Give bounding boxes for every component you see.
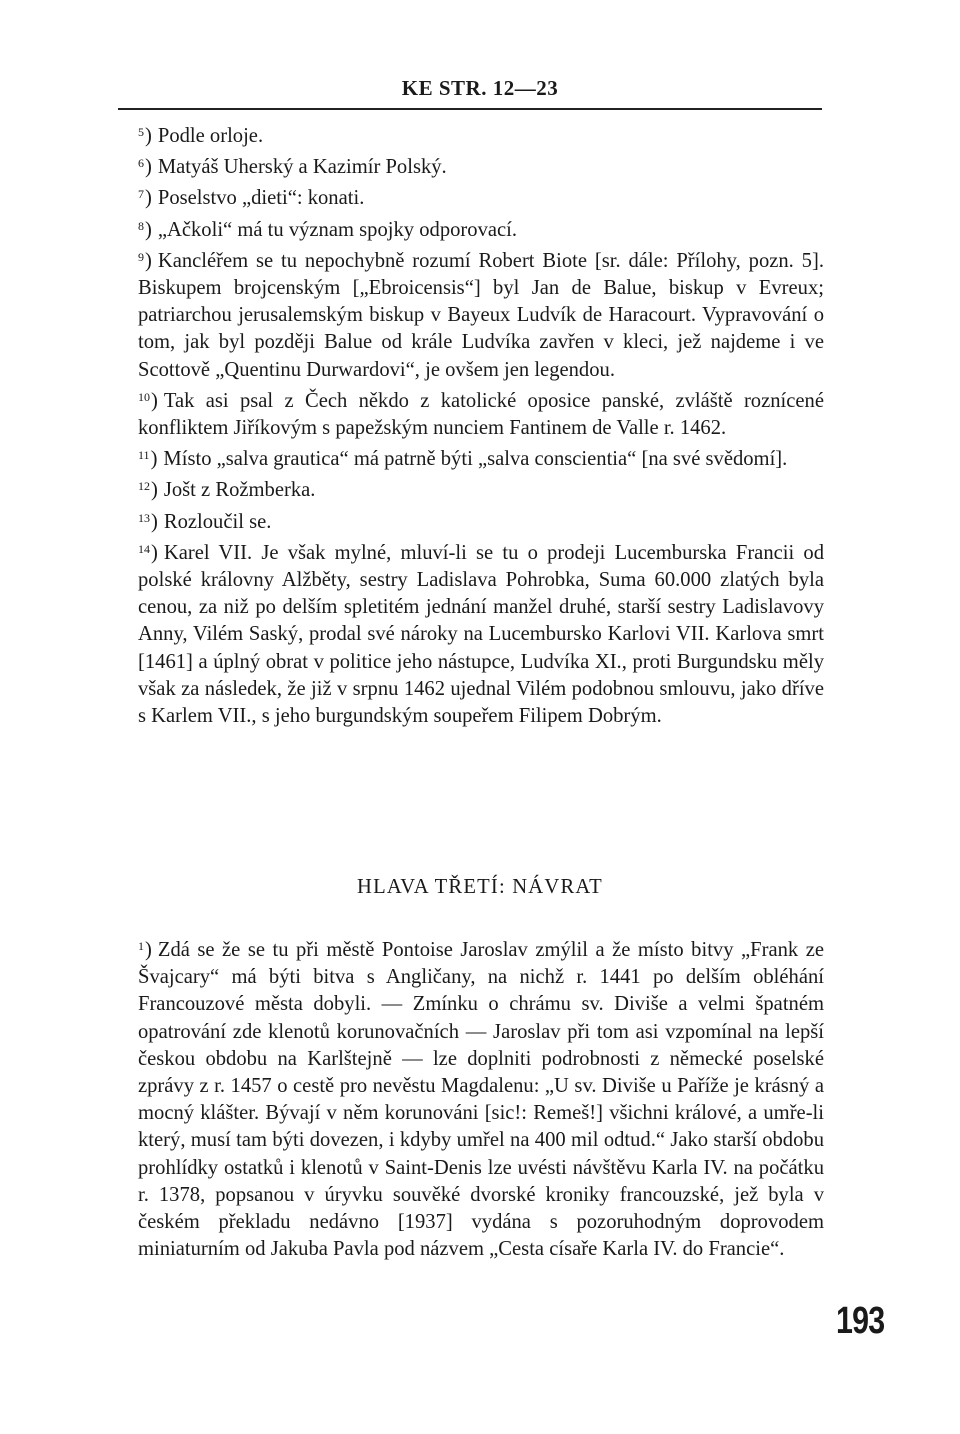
footnote-paren: ) xyxy=(151,510,158,533)
footnote-paren: ) xyxy=(145,218,152,241)
footnote xyxy=(138,150,824,181)
footnote-number: 13 xyxy=(138,510,150,525)
header-rule xyxy=(118,108,822,110)
footnote-text: Tak asi psal z Čech někdo z katolické oposice panské, zvláště roznícené konfliktem Jiříkovým s papežským nunciem Fantinem de Valle r. 1462. xyxy=(138,389,824,440)
footnote-text: Matyáš Uherský a Kazimír Polský. xyxy=(157,156,447,179)
footnote-text: Poselstvo „dieti“: konati. xyxy=(157,187,365,210)
footnote-text: Karel VII. Je však mylné, mluví-li se tu o prodeji Lucemburska Francii od polské královny Alžběty, sestry Ladislava Pohrobka, Suma 60.000 zlatých byla cenou, za niž po delším spletitém jednání manžel druhé, starší sestry Ladislavovy Anny, Vilém Saský, prodal své nároky na Lucembursko Karlovi VII. Karlova smrt [1461] a úplný obrat v politice jeho nástupce, Ludvíka XI., proti Burgundsku měly však za následek, že již v srpnu 1462 ujednal Vilém podobnou smlouvu, jako dříve s Karlem VII., s jeho burgundským soupeřem Filipem Dobrým. xyxy=(138,541,824,728)
notes-section-2 xyxy=(138,933,824,1263)
footnote xyxy=(138,119,824,150)
footnote-text: Rozloučil se. xyxy=(163,510,272,533)
footnote-paren: ) xyxy=(145,125,152,147)
footnote xyxy=(138,244,824,384)
footnote-number: 6 xyxy=(138,156,144,171)
footnote-text: Podle orloje. xyxy=(157,125,264,147)
footnote-number: 8 xyxy=(138,218,144,233)
footnote-paren: ) xyxy=(151,479,158,502)
running-head: KE STR. 12—23 xyxy=(401,76,559,100)
footnote-text: Zdá se že se tu při městě Pontoise Jaroslav zmýlil a že místo bitvy „Frank ze Švajcary“ má býti bitva s Angličany, na nichž r. 1441 po delším obléhání Francouzové města dobyli. — Zmínku o chrámu sv. Diviše a velmi špatném opatrování zde klenotů korunovačních — Jaroslav při tom asi vzpomínal na lepší českou obdobu na Karlštejně — lze doplniti podrobnosti z německé poselské zprávy z r. 1457 o cestě pro nevěstu Magdalenu: „U sv. Diviše u Paříže je krásný a mocný klášter. Bývají v něm korunováni [sic!: Remeš!] všichni králové, a umře-li který, musí tam býti dovezen, i kdyby umřel na 400 mil odtud.“ Jako starší obdobu prohlídky ostatků i klenotů v Saint-Denis lze uvésti návštěvu Karla IV. na počátku r. 1378, popsanou v úryvku souvěké dvorské kroniky francouzské, jež byla v českém překladu nedávno [1937] vydána s pozoruhodným doprovodem miniaturním od Jakuba Pavla pod názvem „Cesta císaře Karla IV. do Francie“. xyxy=(138,939,824,1261)
footnote-paren: ) xyxy=(145,187,152,210)
footnote-paren: ) xyxy=(145,249,152,272)
footnote-number: 1 xyxy=(138,939,144,953)
footnote xyxy=(138,536,824,730)
footnote xyxy=(138,442,824,473)
chapter-title: HLAVA TŘETÍ: NÁVRAT xyxy=(357,876,603,898)
footnote-number: 11 xyxy=(138,448,150,463)
footnote-text: „Ačkoli“ má tu význam spojky odporovací. xyxy=(157,218,518,241)
footnote-number: 5 xyxy=(138,125,144,139)
footnote-number: 10 xyxy=(138,389,150,404)
footnote-text: Kancléřem se tu nepochybně rozumí Robert Biote [sr. dále: Přílohy, pozn. 5]. Biskupem brojcenským [„Ebroicensis“] byl Jan de Balue, biskup v Evreux; patriarchou jerusalemským biskup v Bayeux Ludvík de Haracourt. Vypravování o tom, jak byl později Balue od krále Ludvíka zavřen v kleci, jež najdeme i ve Scottově „Quentinu Durwardovi“, je ovšem jen legendou. xyxy=(138,249,824,381)
footnote-paren: ) xyxy=(145,939,152,961)
footnote xyxy=(138,213,824,244)
footnote-text: Místo „salva grautica“ má patrně býti „salva conscientia“ [na své svědomí]. xyxy=(163,448,788,471)
footnote-number: 14 xyxy=(138,541,150,556)
footnote-paren: ) xyxy=(145,156,152,179)
notes-section-1 xyxy=(138,119,824,730)
page-number: 193 xyxy=(836,1300,885,1342)
footnote xyxy=(138,181,824,212)
footnote-number: 7 xyxy=(138,187,144,202)
footnote xyxy=(138,505,824,536)
footnote-paren: ) xyxy=(151,389,158,412)
footnote-paren: ) xyxy=(150,448,158,471)
footnote-number: 12 xyxy=(138,479,150,494)
footnote xyxy=(138,384,824,442)
footnote-paren: ) xyxy=(151,541,158,564)
footnote-text: Jošt z Rožmberka. xyxy=(163,479,316,502)
footnote-number: 9 xyxy=(138,249,144,264)
footnote xyxy=(138,473,824,504)
footnote xyxy=(138,933,824,1263)
